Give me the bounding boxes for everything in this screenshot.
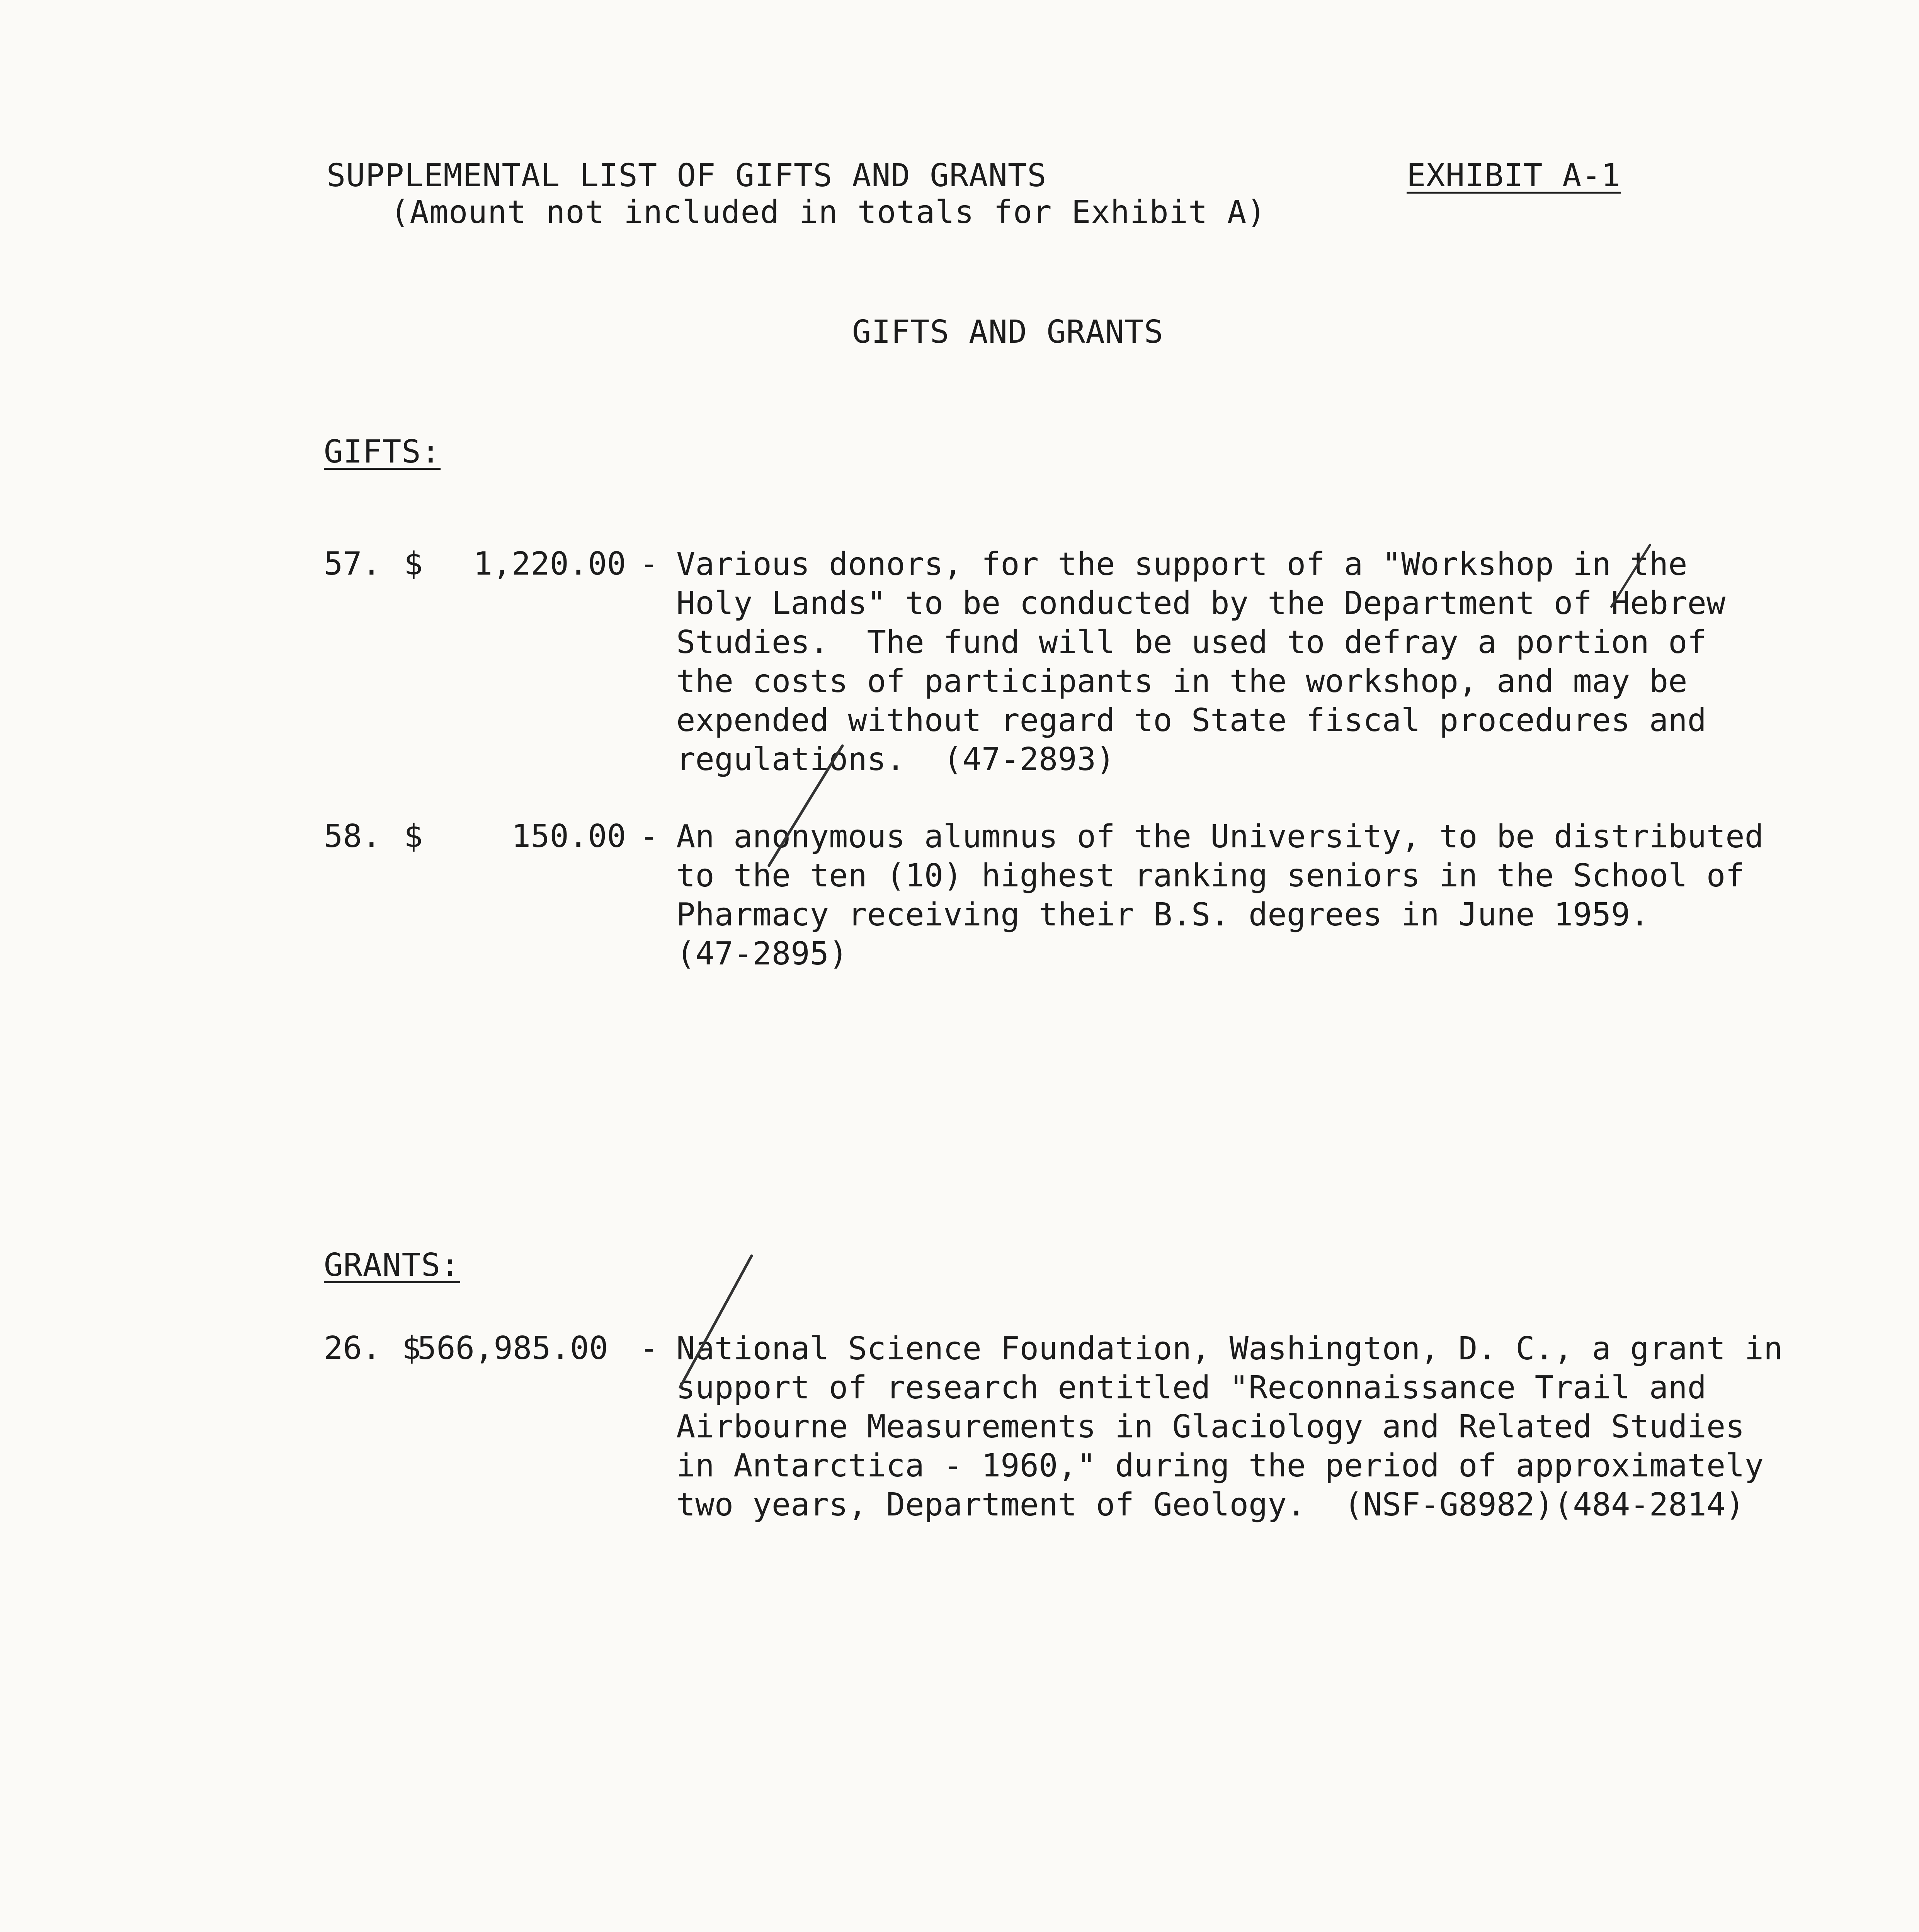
document-title: SUPPLEMENTAL LIST OF GIFTS AND GRANTS: [327, 157, 1047, 194]
entry-description: An anonymous alumnus of the University, to be distributed to the ten (10) highest ranking seniors in the School of Pharmacy receiving their B.S. degrees in June 1959. (47-2895): [676, 818, 1764, 972]
entry-number: 57.: [324, 546, 381, 582]
check-mark: [669, 1252, 761, 1391]
entry-dash: -: [640, 1330, 659, 1367]
currency-symbol: $: [404, 818, 423, 855]
section-title: GIFTS AND GRANTS: [852, 314, 1164, 350]
entry-description: Various donors, for the support of a "Workshop in the Holy Lands" to be conducted by the Department of Hebrew Studies. The fund will be used to defray a portion of the costs of participants in the workshop, and may be expended without regard to State fiscal procedures and regulations. (47-2893): [676, 546, 1726, 778]
entry-amount: 566,985.00: [417, 1330, 608, 1367]
document-subtitle: (Amount not included in totals for Exhibit A): [390, 194, 1266, 231]
exhibit-label: EXHIBIT A-1: [1407, 157, 1621, 194]
gifts-heading: GIFTS:: [324, 434, 441, 470]
check-mark: [1600, 541, 1658, 611]
entry-description: National Science Foundation, Washington, D. C., a grant in support of research entitled "Reconnaissance Trail and Airbourne Measurements in Glaciology and Related Studies in Antarctica - 1960," during the period of approximately two years, Department of Geology. (NSF-G8982)(484-2814): [676, 1330, 1783, 1523]
currency-symbol: $: [402, 1330, 421, 1367]
check-mark: [754, 742, 854, 869]
currency-symbol: $: [404, 546, 423, 582]
grants-heading: GRANTS:: [324, 1247, 460, 1284]
entry-amount: 150.00: [511, 818, 626, 855]
entry-number: 26.: [324, 1330, 381, 1367]
entry-amount: 1,220.00: [473, 546, 626, 582]
entry-number: 58.: [324, 818, 381, 855]
entry-dash: -: [640, 546, 659, 582]
entry-dash: -: [640, 818, 659, 855]
